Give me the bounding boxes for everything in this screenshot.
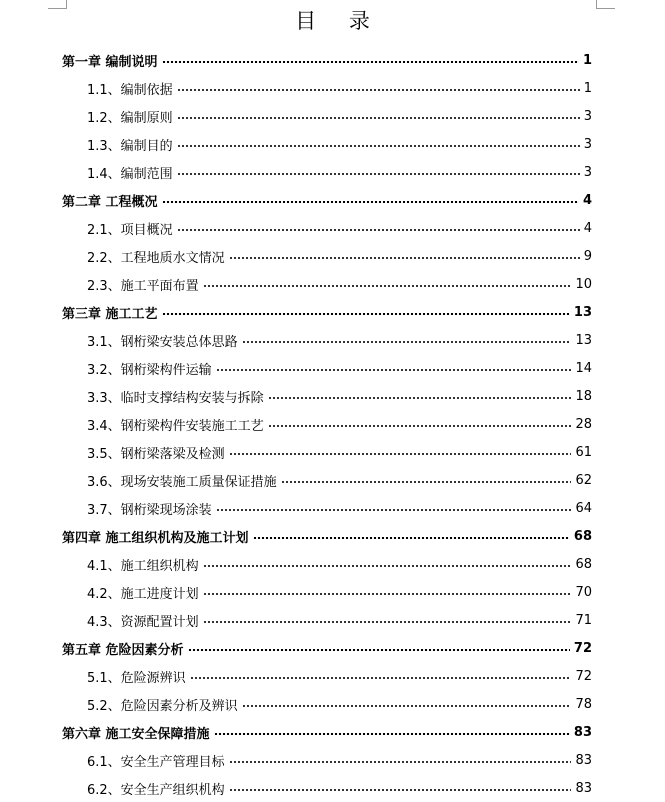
toc-section-entry[interactable] bbox=[62, 746, 592, 774]
toc-page-number: 10 bbox=[575, 276, 592, 292]
toc-section-entry[interactable] bbox=[62, 494, 592, 522]
toc-dot-leader bbox=[203, 285, 572, 287]
toc-page-number: 18 bbox=[575, 388, 592, 404]
toc-entry-label: 第四章 施工组织机构及施工计划 bbox=[62, 530, 249, 546]
toc-entry-label: 4.1、施工组织机构 bbox=[87, 558, 199, 574]
toc-page-number: 14 bbox=[575, 360, 592, 376]
toc-page-number: 70 bbox=[575, 584, 592, 600]
toc-page-number: 61 bbox=[575, 444, 592, 460]
toc-dot-leader bbox=[177, 173, 580, 175]
toc-entry-label: 1.1、编制依据 bbox=[87, 82, 173, 98]
toc-dot-leader bbox=[268, 397, 572, 399]
toc-entry-label: 3.4、钢桁梁构件安装施工工艺 bbox=[87, 418, 264, 434]
toc-entry-label: 4.3、资源配置计划 bbox=[87, 614, 199, 630]
toc-dot-leader bbox=[177, 89, 580, 91]
toc-dot-leader bbox=[177, 229, 580, 231]
toc-dot-leader bbox=[242, 341, 572, 343]
toc-section-entry[interactable] bbox=[62, 270, 592, 298]
toc-page-number: 3 bbox=[583, 164, 592, 180]
toc-dot-leader bbox=[229, 761, 572, 763]
toc-dot-leader bbox=[229, 453, 572, 455]
toc-chapter-entry[interactable] bbox=[62, 186, 592, 214]
toc-chapter-entry[interactable] bbox=[62, 46, 592, 74]
toc-section-entry[interactable] bbox=[62, 550, 592, 578]
toc-section-entry[interactable] bbox=[62, 662, 592, 690]
toc-section-entry[interactable] bbox=[62, 690, 592, 718]
toc-dot-leader bbox=[162, 313, 570, 315]
toc-chapter-entry[interactable] bbox=[62, 298, 592, 326]
toc-entry-label: 3.3、临时支撑结构安装与拆除 bbox=[87, 390, 264, 406]
toc-entry-label: 3.6、现场安装施工质量保证措施 bbox=[87, 474, 277, 490]
toc-section-entry[interactable] bbox=[62, 466, 592, 494]
toc-page-number: 9 bbox=[583, 248, 592, 264]
toc-page-number: 64 bbox=[575, 500, 592, 516]
toc-dot-leader bbox=[253, 537, 570, 539]
toc-section-entry[interactable] bbox=[62, 606, 592, 634]
toc-page-number: 13 bbox=[575, 332, 592, 348]
toc-page-number: 3 bbox=[583, 136, 592, 152]
toc-section-entry[interactable] bbox=[62, 102, 592, 130]
toc-section-entry[interactable] bbox=[62, 130, 592, 158]
toc-dot-leader bbox=[177, 117, 580, 119]
toc-section-entry[interactable] bbox=[62, 242, 592, 270]
toc-page-number: 4 bbox=[582, 192, 592, 208]
toc-page-number: 1 bbox=[583, 80, 592, 96]
toc-entry-label: 3.1、钢桁梁安装总体思路 bbox=[87, 334, 238, 350]
toc-list bbox=[62, 46, 592, 802]
toc-dot-leader bbox=[216, 369, 572, 371]
toc-entry-label: 3.5、钢桁梁落梁及检测 bbox=[87, 446, 225, 462]
toc-entry-label: 1.2、编制原则 bbox=[87, 110, 173, 126]
toc-dot-leader bbox=[242, 705, 572, 707]
toc-entry-label: 第六章 施工安全保障措施 bbox=[62, 726, 210, 742]
toc-page-number: 78 bbox=[575, 696, 592, 712]
toc-dot-leader bbox=[203, 593, 572, 595]
toc-dot-leader bbox=[162, 201, 579, 203]
toc-dot-leader bbox=[203, 565, 572, 567]
toc-page-number: 13 bbox=[573, 304, 592, 320]
toc-entry-label: 2.1、项目概况 bbox=[87, 222, 173, 238]
toc-dot-leader bbox=[216, 509, 572, 511]
toc-dot-leader bbox=[281, 481, 572, 483]
toc-entry-label: 3.7、钢桁梁现场涂装 bbox=[87, 502, 212, 518]
toc-section-entry[interactable] bbox=[62, 774, 592, 802]
toc-dot-leader bbox=[214, 733, 570, 735]
toc-section-entry[interactable] bbox=[62, 578, 592, 606]
toc-page-number: 3 bbox=[583, 108, 592, 124]
toc-section-entry[interactable] bbox=[62, 214, 592, 242]
toc-chapter-entry[interactable] bbox=[62, 522, 592, 550]
toc-entry-label: 6.1、安全生产管理目标 bbox=[87, 754, 225, 770]
toc-section-entry[interactable] bbox=[62, 326, 592, 354]
toc-page-number: 62 bbox=[575, 472, 592, 488]
toc-page-number: 68 bbox=[575, 556, 592, 572]
toc-entry-label: 5.2、危险因素分析及辨识 bbox=[87, 698, 238, 714]
toc-section-entry[interactable] bbox=[62, 354, 592, 382]
toc-page-number: 83 bbox=[573, 724, 592, 740]
toc-entry-label: 1.3、编制目的 bbox=[87, 138, 173, 154]
toc-title: 目 录 bbox=[295, 9, 383, 33]
toc-dot-leader bbox=[229, 257, 580, 259]
toc-page-number: 83 bbox=[575, 752, 592, 768]
toc-page-number: 83 bbox=[575, 780, 592, 796]
toc-section-entry[interactable] bbox=[62, 410, 592, 438]
toc-entry-label: 第一章 编制说明 bbox=[62, 54, 158, 70]
toc-entry-label: 2.3、施工平面布置 bbox=[87, 278, 199, 294]
toc-section-entry[interactable] bbox=[62, 438, 592, 466]
toc-dot-leader bbox=[268, 425, 572, 427]
toc-chapter-entry[interactable] bbox=[62, 718, 592, 746]
toc-dot-leader bbox=[229, 789, 572, 791]
toc-page-number: 72 bbox=[573, 640, 592, 656]
toc-entry-label: 第三章 施工工艺 bbox=[62, 306, 158, 322]
toc-entry-label: 4.2、施工进度计划 bbox=[87, 586, 199, 602]
toc-entry-label: 第二章 工程概况 bbox=[62, 194, 158, 210]
toc-dot-leader bbox=[203, 621, 572, 623]
toc-page-number: 1 bbox=[582, 52, 592, 68]
toc-section-entry[interactable] bbox=[62, 74, 592, 102]
toc-dot-leader bbox=[162, 61, 579, 63]
toc-page-number: 68 bbox=[573, 528, 592, 544]
toc-section-entry[interactable] bbox=[62, 382, 592, 410]
toc-page-number: 71 bbox=[575, 612, 592, 628]
toc-section-entry[interactable] bbox=[62, 158, 592, 186]
toc-entry-label: 1.4、编制范围 bbox=[87, 166, 173, 182]
toc-page-number: 28 bbox=[575, 416, 592, 432]
toc-entry-label: 第五章 危险因素分析 bbox=[62, 642, 184, 658]
toc-entry-label: 2.2、工程地质水文情况 bbox=[87, 250, 225, 266]
toc-entry-label: 5.1、危险源辨识 bbox=[87, 670, 186, 686]
toc-entry-label: 6.2、安全生产组织机构 bbox=[87, 782, 225, 798]
toc-page-number: 4 bbox=[583, 220, 592, 236]
toc-entry-label: 3.2、钢桁梁构件运输 bbox=[87, 362, 212, 378]
toc-chapter-entry[interactable] bbox=[62, 634, 592, 662]
toc-page-number: 72 bbox=[575, 668, 592, 684]
toc-dot-leader bbox=[190, 677, 572, 679]
toc-dot-leader bbox=[188, 649, 570, 651]
toc-dot-leader bbox=[177, 145, 580, 147]
